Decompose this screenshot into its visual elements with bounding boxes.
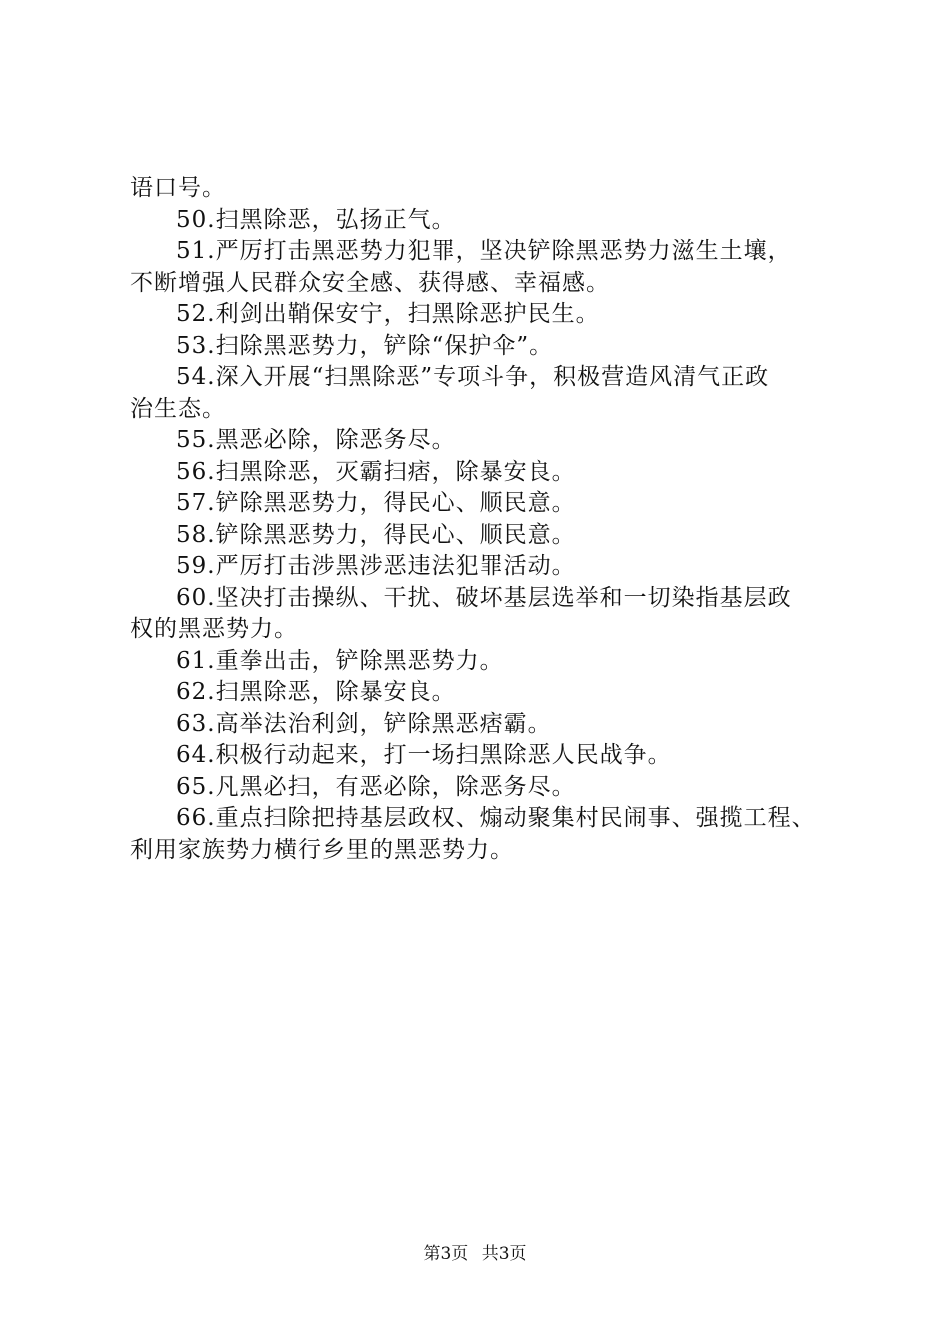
text-line: 66.重点扫除把持基层政权、煽动聚集村民闹事、强揽工程、 (176, 805, 816, 831)
text-line: 55.黑恶必除，除恶务尽。 (176, 427, 456, 453)
text-line: 64.积极行动起来，打一场扫黑除恶人民战争。 (176, 742, 672, 768)
text-line: 59.严厉打击涉黑涉恶违法犯罪活动。 (176, 553, 576, 579)
text-line: 治生态。 (130, 395, 226, 422)
document-body (130, 173, 840, 866)
text-line: 利用家族势力横行乡里的黑恶势力。 (130, 836, 514, 863)
text-line: 51.严厉打击黑恶势力犯罪，坚决铲除黑恶势力滋生土壤， (176, 238, 792, 264)
text-line: 61.重拳出击，铲除黑恶势力。 (176, 647, 504, 674)
text-line: 65.凡黑必扫，有恶必除，除恶务尽。 (176, 773, 576, 800)
text-line: 不断增强人民群众安全感、获得感、幸福感。 (130, 269, 610, 296)
text-line: 语口号。 (130, 175, 226, 201)
text-line: 50.扫黑除恶，弘扬正气。 (176, 206, 456, 233)
text-line: 58.铲除黑恶势力，得民心、顺民意。 (176, 521, 576, 548)
text-line: 52.利剑出鞘保安宁，扫黑除恶护民生。 (176, 301, 600, 327)
text-line: 54.深入开展“扫黑除恶”专项斗争，积极营造风清气正政 (176, 364, 770, 390)
page-number: 第3页 (423, 1244, 469, 1264)
text-line: 63.高举法治利剑，铲除黑恶痞霸。 (176, 710, 552, 737)
text-line: 60.坚决打击操纵、干扰、破坏基层选举和一切染指基层政 (176, 584, 792, 611)
page-total: 共3页 (481, 1244, 527, 1264)
text-line: 56.扫黑除恶，灭霸扫痞，除暴安良。 (176, 458, 576, 485)
text-line: 权的黑恶势力。 (130, 616, 298, 642)
page-footer (0, 1243, 950, 1265)
text-line: 57.铲除黑恶势力，得民心、顺民意。 (176, 490, 576, 516)
text-line: 62.扫黑除恶，除暴安良。 (176, 679, 456, 705)
text-line: 53.扫除黑恶势力，铲除“保护伞”。 (176, 332, 554, 359)
